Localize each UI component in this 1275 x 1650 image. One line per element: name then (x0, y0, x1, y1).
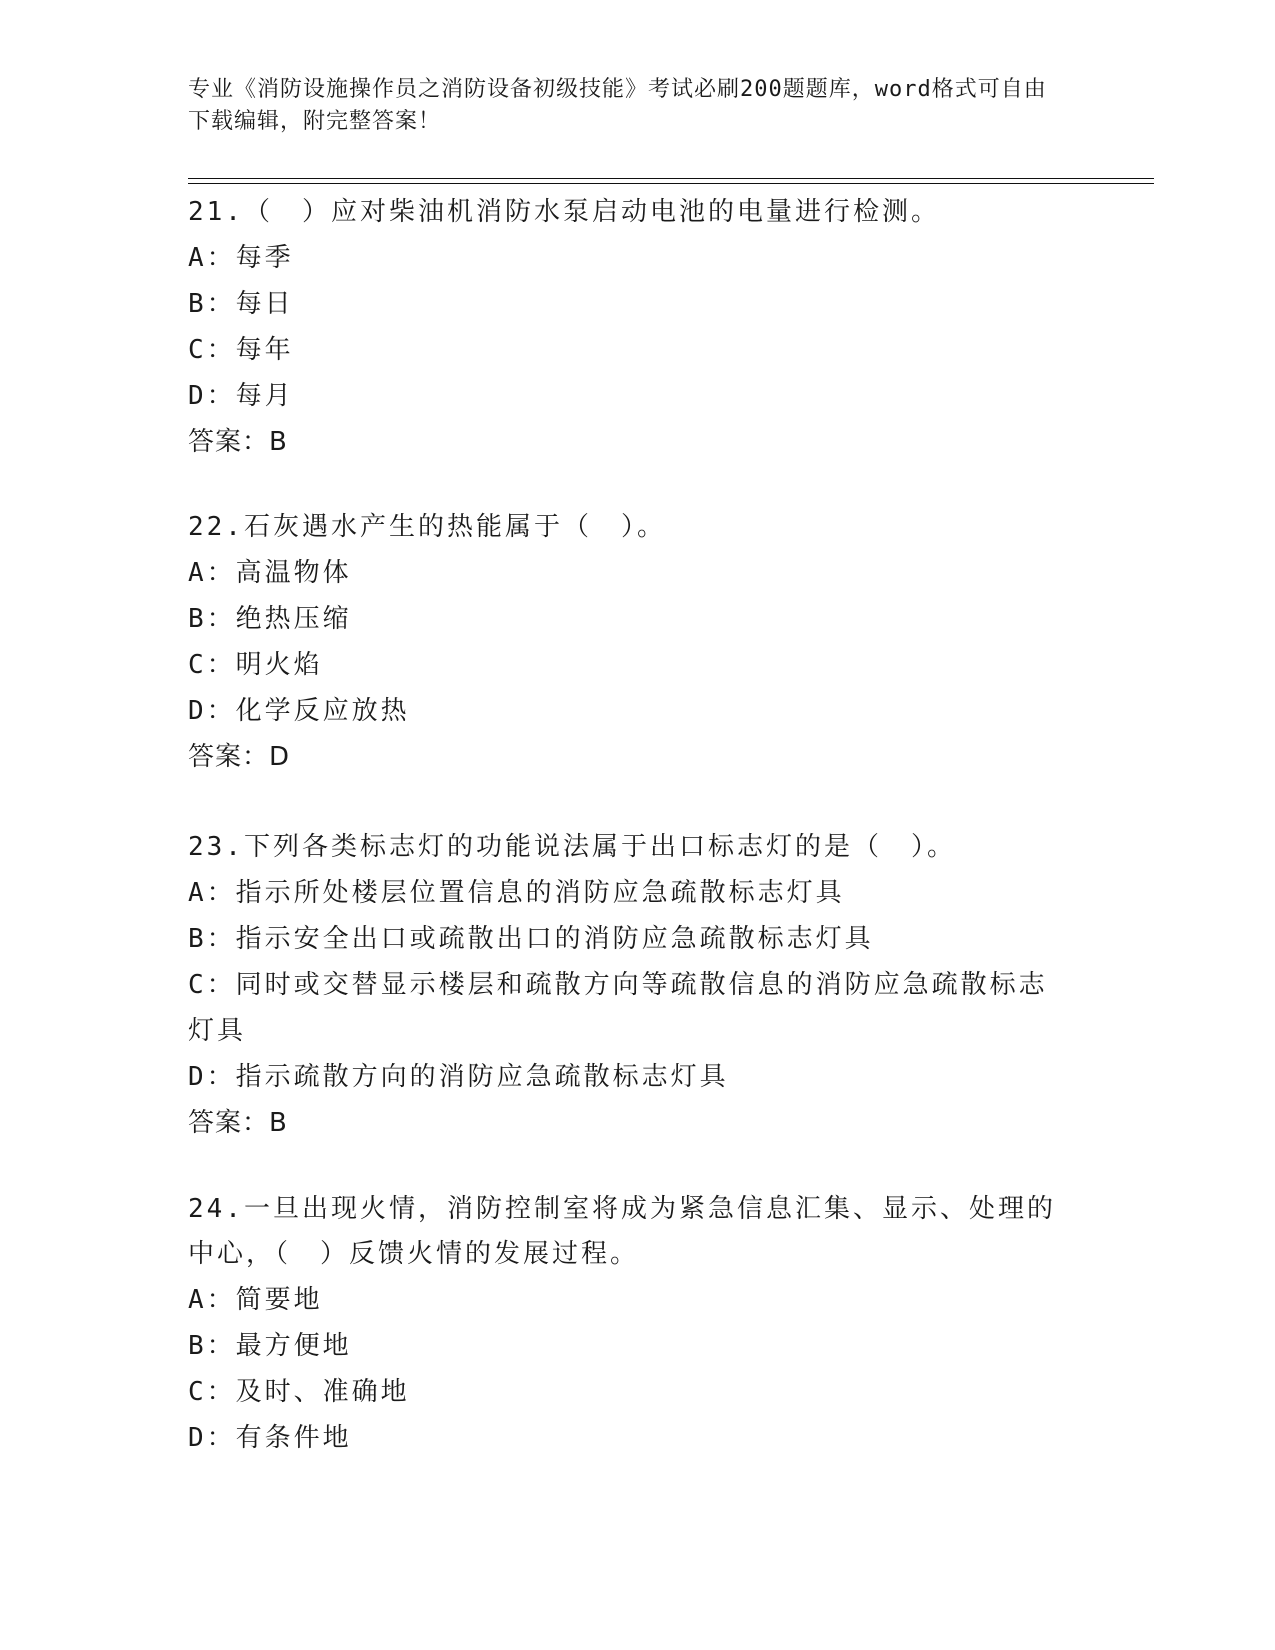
option-a: A：高温物体 (188, 558, 352, 588)
question-stem: 24.一旦出现火情，消防控制室将成为紧急信息汇集、显示、处理的中心，（ ）反馈火情的发展过程。 (188, 1194, 1056, 1269)
option-c: C：及时、准确地 (188, 1377, 410, 1407)
header-rule-bottom (188, 183, 1154, 184)
document-header: 专业《消防设施操作员之消防设备初级技能》考试必刷200题题库，word格式可自由下载编辑，附完整答案！ (188, 77, 1047, 134)
option-a: A：指示所处楼层位置信息的消防应急疏散标志灯具 (188, 878, 845, 908)
question-stem: 21.（ ）应对柴油机消防水泵启动电池的电量进行检测。 (188, 197, 940, 227)
answer: 答案：B (188, 1108, 288, 1138)
option-b: B：指示安全出口或疏散出口的消防应急疏散标志灯具 (188, 924, 874, 954)
question-22 (188, 505, 1068, 780)
option-a: A：每季 (188, 243, 294, 273)
option-b: B：绝热压缩 (188, 604, 352, 634)
question-23 (188, 825, 1068, 1146)
question-stem: 22.石灰遇水产生的热能属于（ ）。 (188, 512, 666, 542)
option-d: D：有条件地 (188, 1423, 352, 1453)
answer: 答案：D (188, 742, 291, 772)
header-rule-top (188, 178, 1154, 179)
option-c: C：明火焰 (188, 650, 323, 680)
answer: 答案：B (188, 427, 288, 457)
option-c: C：每年 (188, 335, 294, 365)
option-d: D：指示疏散方向的消防应急疏散标志灯具 (188, 1062, 729, 1092)
option-c: C：同时或交替显示楼层和疏散方向等疏散信息的消防应急疏散标志灯具 (188, 970, 1048, 1046)
option-d: D：每月 (188, 381, 294, 411)
option-a: A：简要地 (188, 1285, 323, 1315)
option-b: B：最方便地 (188, 1331, 352, 1361)
option-b: B：每日 (188, 289, 294, 319)
question-21 (188, 190, 1068, 465)
question-24 (188, 1187, 1068, 1461)
option-d: D：化学反应放热 (188, 696, 410, 726)
question-stem: 23.下列各类标志灯的功能说法属于出口标志灯的是（ ）。 (188, 832, 956, 862)
